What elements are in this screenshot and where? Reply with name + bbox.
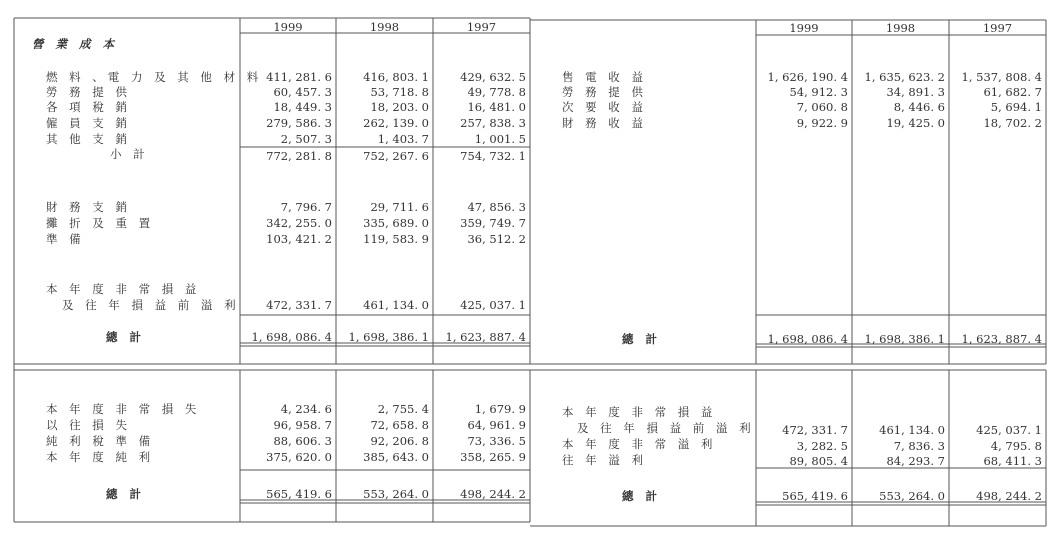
- row-label: 往 年 溢 利: [562, 453, 647, 467]
- value-cell: 60, 457. 3: [273, 85, 332, 99]
- value-cell: 16, 481. 0: [467, 100, 526, 114]
- value-cell: 49, 778. 8: [467, 85, 526, 99]
- value-cell: 2, 755. 4: [377, 402, 429, 416]
- row-label: 本 年 度 非 常 損 益: [562, 405, 717, 419]
- total-value: 553, 264. 0: [879, 489, 945, 503]
- total-value: 1, 698, 086. 4: [251, 330, 332, 344]
- row-label: 本 年 度 非 常 損 益: [46, 282, 201, 296]
- value-cell: 54, 912. 3: [789, 85, 848, 99]
- value-cell: 64, 961. 9: [467, 418, 526, 432]
- total-value: 498, 244. 2: [976, 489, 1042, 503]
- value-cell: 461, 134. 0: [363, 298, 429, 312]
- value-cell: 34, 891. 3: [886, 85, 945, 99]
- total-value: 1, 698, 086. 4: [767, 332, 848, 346]
- total-value: 1, 698, 386. 1: [348, 330, 429, 344]
- value-cell: 61, 682. 7: [983, 85, 1042, 99]
- subtotal-value: 772, 281. 8: [266, 149, 332, 163]
- value-cell: 92, 206. 8: [370, 434, 429, 448]
- value-cell: 425, 037. 1: [460, 298, 526, 312]
- total-value: 565, 419. 6: [782, 489, 848, 503]
- value-cell: 2, 507. 3: [280, 132, 332, 146]
- year-header: 1997: [982, 21, 1013, 35]
- subtotal-label: 小 計: [110, 147, 149, 161]
- row-label: 其 他 支 銷: [46, 132, 131, 146]
- value-cell: 335, 689. 0: [363, 216, 429, 230]
- row-label: 以 往 損 失: [46, 418, 131, 432]
- total-value: 498, 244. 2: [460, 487, 526, 501]
- value-cell: 96, 958. 7: [273, 418, 332, 432]
- total-label: 總 計: [622, 489, 662, 503]
- row-label: 勞 務 提 供: [562, 85, 647, 99]
- value-cell: 19, 425. 0: [886, 116, 945, 130]
- value-cell: 5, 694. 1: [990, 100, 1042, 114]
- row-label: 本 年 度 非 常 損 失: [46, 402, 201, 416]
- value-cell: 7, 060. 8: [796, 100, 848, 114]
- value-cell: 385, 643. 0: [363, 450, 429, 464]
- value-cell: 9, 922. 9: [796, 116, 848, 130]
- total-value: 1, 623, 887. 4: [961, 332, 1042, 346]
- value-cell: 1, 537, 808. 4: [961, 70, 1042, 84]
- value-cell: 416, 803. 1: [363, 70, 429, 84]
- total-label: 總 計: [106, 330, 146, 344]
- row-label: 及 往 年 損 益 前 溢 利: [577, 421, 755, 435]
- value-cell: 4, 234. 6: [280, 402, 332, 416]
- value-cell: 68, 411. 3: [983, 454, 1042, 468]
- value-cell: 8, 446. 6: [893, 100, 945, 114]
- value-cell: 7, 836. 3: [893, 439, 945, 453]
- value-cell: 88, 606. 3: [273, 434, 332, 448]
- value-cell: 279, 586. 3: [266, 116, 332, 130]
- row-label: 各 項 稅 銷: [46, 100, 131, 114]
- total-label: 總 計: [106, 487, 146, 501]
- value-cell: 359, 749. 7: [460, 216, 526, 230]
- value-cell: 425, 037. 1: [976, 423, 1042, 437]
- total-value: 1, 698, 386. 1: [864, 332, 945, 346]
- value-cell: 72, 658. 8: [370, 418, 429, 432]
- value-cell: 472, 331. 7: [782, 423, 848, 437]
- value-cell: 461, 134. 0: [879, 423, 945, 437]
- value-cell: 375, 620. 0: [266, 450, 332, 464]
- value-cell: 1, 001. 5: [474, 132, 526, 146]
- row-label: 勞 務 提 供: [46, 85, 131, 99]
- value-cell: 36, 512. 2: [467, 232, 526, 246]
- value-cell: 47, 856. 3: [467, 200, 526, 214]
- row-label: 售 電 收 益: [562, 70, 647, 84]
- row-label: 燃 料 、電 力 及 其 他 材 料: [46, 70, 263, 84]
- value-cell: 342, 255. 0: [266, 216, 332, 230]
- section-title: 營 業 成 本: [32, 37, 119, 51]
- value-cell: 18, 449. 3: [273, 100, 332, 114]
- row-label: 財 務 支 銷: [46, 200, 131, 214]
- value-cell: 73, 336. 5: [467, 434, 526, 448]
- row-label: 本 年 度 非 常 溢 利: [562, 437, 717, 451]
- total-label: 總 計: [622, 332, 662, 346]
- subtotal-value: 754, 732. 1: [460, 149, 526, 163]
- year-header: 1999: [273, 20, 303, 34]
- value-cell: 262, 139. 0: [363, 116, 429, 130]
- value-cell: 358, 265. 9: [460, 450, 526, 464]
- value-cell: 3, 282. 5: [796, 439, 848, 453]
- subtotal-value: 752, 267. 6: [363, 149, 429, 163]
- value-cell: 18, 702. 2: [983, 116, 1042, 130]
- value-cell: 103, 421. 2: [266, 232, 332, 246]
- value-cell: 89, 805. 4: [789, 454, 848, 468]
- value-cell: 53, 718. 8: [370, 85, 429, 99]
- year-header: 1998: [885, 21, 916, 35]
- year-header: 1999: [789, 21, 819, 35]
- year-header: 1998: [369, 20, 400, 34]
- value-cell: 429, 632. 5: [460, 70, 526, 84]
- value-cell: 18, 203. 0: [370, 100, 429, 114]
- value-cell: 4, 795. 8: [990, 439, 1042, 453]
- value-cell: 472, 331. 7: [266, 298, 332, 312]
- year-header: 1997: [466, 20, 497, 34]
- row-label: 財 務 收 益: [562, 116, 647, 130]
- value-cell: 1, 626, 190. 4: [767, 70, 848, 84]
- value-cell: 119, 583. 9: [363, 232, 429, 246]
- value-cell: 1, 679. 9: [474, 402, 526, 416]
- value-cell: 1, 635, 623. 2: [864, 70, 945, 84]
- row-label: 準 備: [46, 232, 85, 246]
- total-value: 553, 264. 0: [363, 487, 429, 501]
- row-label: 本 年 度 純 利: [46, 450, 155, 464]
- row-label: 次 要 收 益: [562, 100, 647, 114]
- row-label: 攤 折 及 重 置: [46, 216, 155, 230]
- total-value: 565, 419. 6: [266, 487, 332, 501]
- value-cell: 257, 838. 3: [460, 116, 526, 130]
- value-cell: 7, 796. 7: [280, 200, 332, 214]
- row-label: 僱 員 支 銷: [46, 116, 131, 130]
- total-value: 1, 623, 887. 4: [445, 330, 526, 344]
- value-cell: 29, 711. 6: [370, 200, 429, 214]
- row-label: 純 利 稅 準 備: [46, 434, 155, 448]
- value-cell: 411, 281. 6: [266, 70, 332, 84]
- value-cell: 84, 293. 7: [886, 454, 945, 468]
- value-cell: 1, 403. 7: [377, 132, 429, 146]
- row-label: 及 往 年 損 益 前 溢 利: [62, 298, 240, 312]
